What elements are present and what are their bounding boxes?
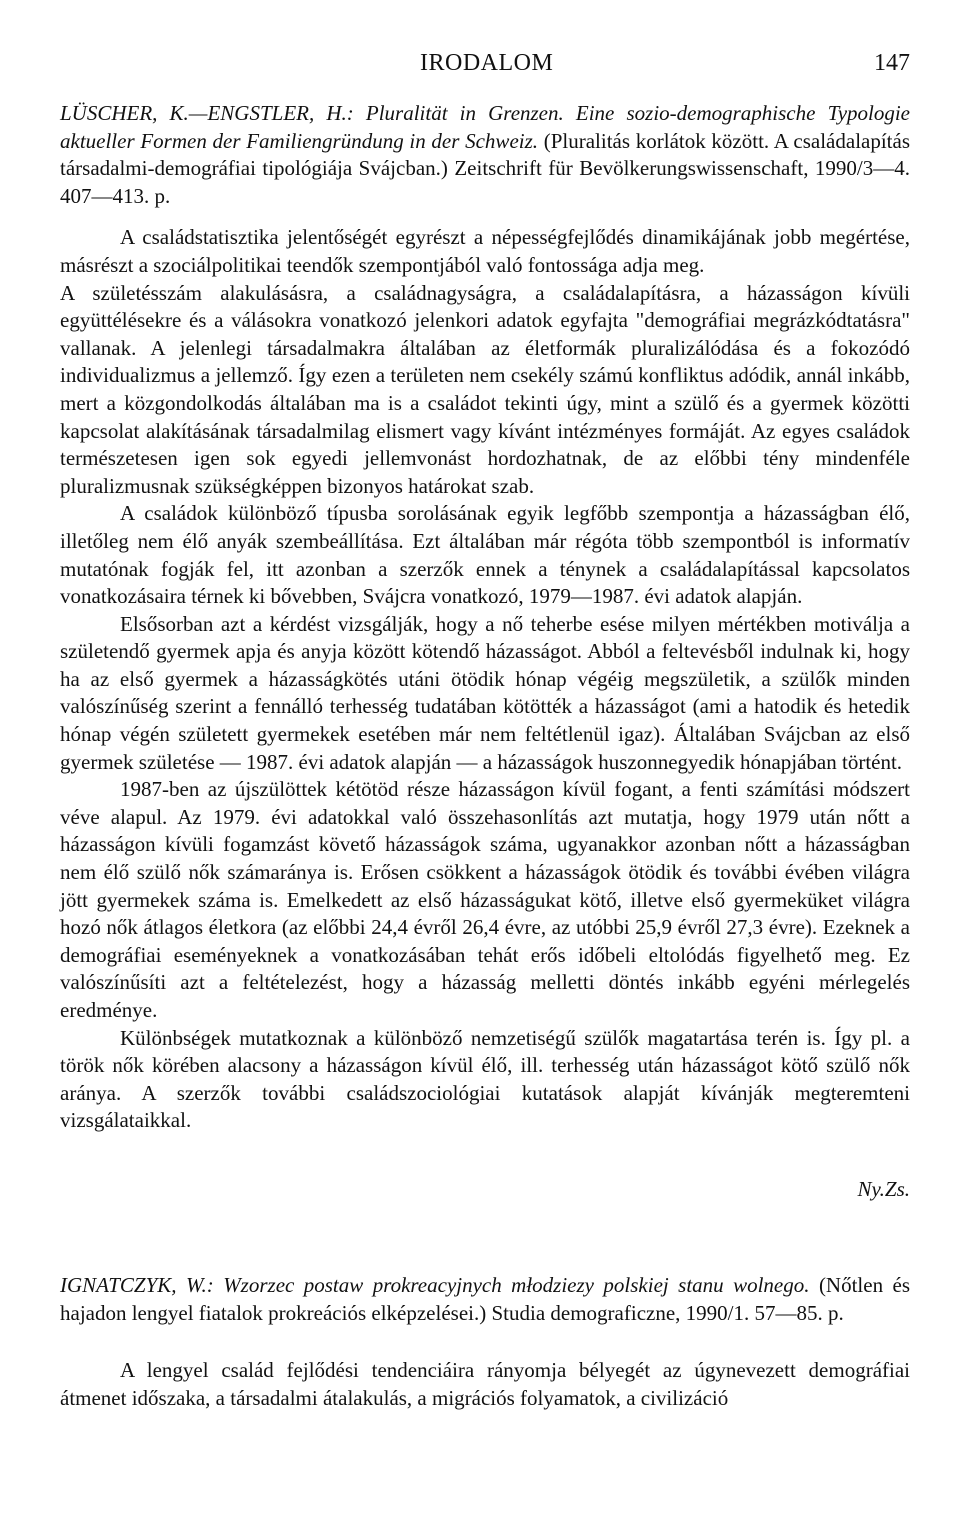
paragraph: A lengyel család fejlődési tendenciáira rányomja bélyegét az úgynevezett demográfiai átmenet időszaka, a társadalmi átalakulás, a migrációs folyamatok, a civilizáció <box>60 1358 910 1410</box>
reference-authors: IGNATCZYK, W.: <box>60 1272 214 1297</box>
reviewer-signature: Ny.Zs. <box>857 1176 910 1201</box>
review-body-1 <box>60 224 910 1135</box>
page-header <box>60 48 910 84</box>
review-body-2 <box>60 1357 910 1412</box>
paragraph: A születésszám alakulásásra, a családnagyságra, a családalapításra, a házasságon kívüli együttélésekre és a válásokra vonatkozó jelenkori adatok egyfajta "demográfiai megrázkódtatásra" vallanak. A jelenlegi társadalmakra általában az életformák pluralizálódása és a fokozódó individualizmus a jellemző. Így ezen a területen nem csekély számú konfliktus adódik, annál inkább, mert a közgondolkodás általában ma is a családot tekinti úgy, mint a szülő és a gyermek közötti kapcsolat alakításának társadalmilag elismert vagy kívánt intézményes formáját. Az egyes családok természetesen igen sok egyedi jellemvonást hordozhatnak, de az előbbi tény mindenféle pluralizmusnak szükségképpen bizonyos határokat szab. <box>60 280 910 498</box>
reference-entry-2 <box>60 1272 910 1327</box>
paragraph: A családok különböző típusba sorolásának egyik legfőbb szempontja a házasságban élő, illetőleg nem élő anyák szembeállítása. Ezt általában már régóta több szempontból is informatív mutatónak fogják fel, itt azonban a szerzők ennek a ténynek a családalapítással kapcsolatos vonatkozásaira térnek ki bővebben, Svájcra vonatkozó, 1979—1987. évi adatok alapján. <box>60 501 910 609</box>
reference-title: Pluralität in Grenzen. Eine sozio-demographische Typologie aktueller Formen der Familiengründung in der Schweiz. <box>60 101 910 153</box>
reference-details: (Nőtlen és hajadon lengyel fiatalok prokreációs elképzelései.) Studia demograficzne, 1990/1. 57—85. p. <box>60 1272 911 1325</box>
reference-details: (Pluralitás korlátok között. A családalapítás társadalmi-demográfiai tipológiája Svájcban.) Zeitschrift für Bevölkerungswissenschaft, 1990/3—4. 407—413. p. <box>60 128 911 208</box>
paragraph: Különbségek mutatkoznak a különböző nemzetiségű szülők magatartása terén is. Így pl. a török nők körében alacsony a házasságon kívül élő, ill. terhesség után házasságot kötő szülő nők aránya. A szerzők további családszociológiai kutatások alapját kívánják megteremteni vizsgálataikkal. <box>60 1025 910 1133</box>
paragraph: A családstatisztika jelentőségét egyrészt a népességfejlődés dinamikájának jobb megértése, másrészt a szociálpolitikai teendők szempontjából való fontossága adja meg. <box>60 225 910 277</box>
reference-title: Wzorzec postaw prokreacyjnych młodziezy polskiej stanu wolnego. <box>223 1272 810 1297</box>
paragraph: 1987-ben az újszülöttek kétötöd része házasságon kívül fogant, a fenti számítási módszert véve alapul. Az 1979. évi adatokkal való összehasonlítás azt mutatja, hogy 1979 után nőtt a házasságon kívüli fogamzást követő házasságok száma, ugyanakkor azonban nőtt a házasságban nem élő szülő nők számaránya is. Erősen csökkent a házasságok ötödik és további évében világra jött gyermekek száma is. Emelkedett az első házasságukat kötő, illetve első gyermeküket világra hozó nők átlagos életkora (az előbbi 24,4 évről 26,4 évre, az utóbbi 25,9 évről 27,3 évre). Ezeknek a demográfiai eseményeknek a vonatkozásában tehát erős időbeli eltolódás figyelhető meg. Ez valószínűsíti azt a feltételezést, hogy a házasság melletti döntés inkább egyéni mérlegelés eredménye. <box>60 777 910 1022</box>
reference-authors: LÜSCHER, K.—ENGSTLER, H.: <box>60 101 354 125</box>
page-number: 147 <box>874 50 910 76</box>
reference-entry-1 <box>60 100 910 210</box>
running-title: IRODALOM <box>420 50 554 76</box>
paragraph: Elsősorban azt a kérdést vizsgálják, hogy a nő teherbe esése milyen mértékben motiválja a születendő gyermek apja és anyja között kötendő házasságot. Abból a feltevésből indulnak ki, hogy ha az első gyermek a házasságkötés utáni ötödik hónap végéig megszületik, a szülők minden valószínűség szerint a fennálló terhesség tudatában kötötték a házasságot (ami a hatodik és hetedik hónap végén született gyermekek esetében már nem feltétlenül igaz). Általában Svájcban az első gyermek születése — 1987. évi adatok alapján — a házasságok huszonnegyedik hónapjában történt. <box>60 611 910 774</box>
